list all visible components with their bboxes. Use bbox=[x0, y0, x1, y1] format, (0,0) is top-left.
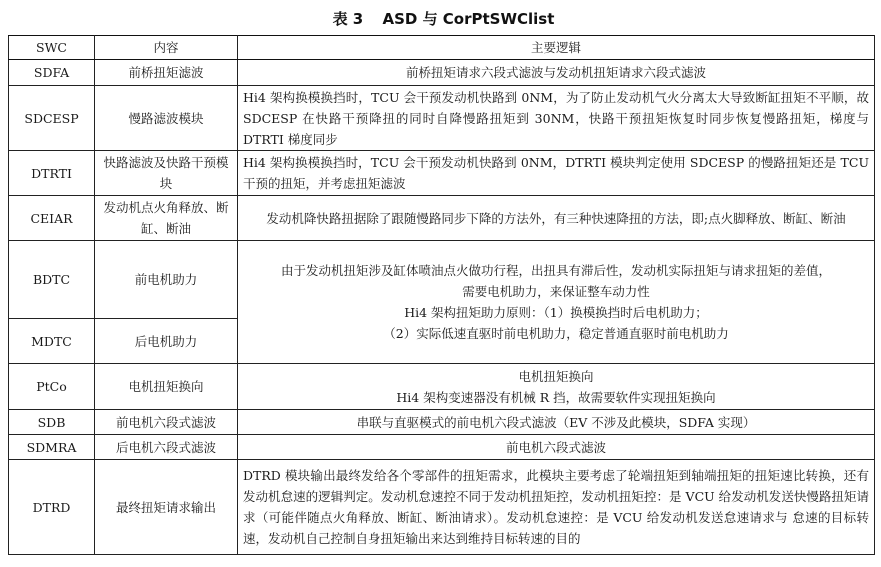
swc-cell: SDMRA bbox=[9, 435, 95, 460]
logic-cell: DTRD 模块输出最终发给各个零部件的扭矩需求，此模块主要考虑了轮端扭矩到轴端扭矩的扭矩速比转换，还有发动机怠速的逻辑判定。发动机怠速控不同于发动机扭矩控，发动机扭矩控：是 VCU 给发动机发送快慢路扭矩请求（可能伴随点火角释放、断缸、断油请求）。发动机怠速控：是 VCU 给发动机发送怠速请求与 怠速的目标转速，发动机自己控制自身扭矩输出来达到维持目标转速的目的 bbox=[238, 460, 875, 555]
logic-cell: Hi4 架构换模换挡时，TCU 会干预发动机快路到 0NM，为了防止发动机气火分离太大导致断缸扭矩不平顺，故 SDCESP 在快路干预降扭的同时自降慢路扭矩到 30NM，快路干预扭矩恢复时同步恢复慢路扭矩，梯度与 DTRTI 梯度同步 bbox=[238, 86, 875, 151]
logic-cell: 发动机降快路扭据除了跟随慢路同步下降的方法外，有三种快速降扭的方法，即;点火脚释放、断缸、断油 bbox=[238, 196, 875, 241]
asd-swc-table bbox=[8, 35, 875, 555]
table-row bbox=[9, 60, 875, 86]
table-row bbox=[9, 86, 875, 151]
logic-line: Hi4 架构变速器没有机械 R 挡，故需要软件实现扭矩换向 bbox=[396, 389, 716, 405]
column-header-content: 内容 bbox=[95, 36, 238, 60]
content-cell: 电机扭矩换向 bbox=[95, 364, 238, 410]
content-cell: 前电机助力 bbox=[95, 241, 238, 319]
table-caption-title: ASD 与 CorPtSWClist bbox=[382, 10, 555, 28]
logic-cell bbox=[238, 364, 875, 410]
table-header-row bbox=[9, 36, 875, 60]
logic-line: （2）实际低速直驱时前电机助力，稳定普通直驱时前电机助力 bbox=[383, 326, 729, 341]
content-cell: 发动机点火角释放、断缸、断油 bbox=[95, 196, 238, 241]
logic-cell: Hi4 架构换模换挡时，TCU 会干预发动机快路到 0NM，DTRTI 模块判定使用 SDCESP 的慢路扭矩还是 TCU 干预的扭矩，并考虑扭矩滤波 bbox=[238, 151, 875, 196]
table-caption-number: 表 3 bbox=[332, 10, 364, 28]
table-row bbox=[9, 460, 875, 555]
swc-cell: CEIAR bbox=[9, 196, 95, 241]
logic-line: 由于发动机扭矩涉及缸体喷油点火做功行程，出扭具有滞后性，发动机实际扭矩与请求扭矩的差值， bbox=[280, 263, 831, 278]
swc-cell: SDB bbox=[9, 410, 95, 435]
swc-cell: BDTC bbox=[9, 241, 95, 319]
table-row bbox=[9, 196, 875, 241]
content-cell: 后电机助力 bbox=[95, 319, 238, 364]
logic-line: 电机扭矩换向 bbox=[518, 368, 594, 384]
column-header-logic: 主要逻辑 bbox=[238, 36, 875, 60]
logic-line: 需要电机助力，来保证整车动力性 bbox=[462, 284, 650, 299]
table-row bbox=[9, 151, 875, 196]
content-cell: 前桥扭矩滤波 bbox=[95, 60, 238, 86]
swc-cell: MDTC bbox=[9, 319, 95, 364]
content-cell: 快路滤波及快路干预模块 bbox=[95, 151, 238, 196]
content-cell: 慢路滤波模块 bbox=[95, 86, 238, 151]
content-cell: 前电机六段式滤波 bbox=[95, 410, 238, 435]
swc-cell: DTRTI bbox=[9, 151, 95, 196]
table-caption bbox=[0, 8, 881, 30]
merged-logic-cell bbox=[238, 241, 875, 364]
swc-cell: SDCESP bbox=[9, 86, 95, 151]
table-row bbox=[9, 435, 875, 460]
logic-cell: 串联与直驱模式的前电机六段式滤波（EV 不涉及此模块，SDFA 实现） bbox=[238, 410, 875, 435]
table-row bbox=[9, 241, 875, 319]
table-row bbox=[9, 364, 875, 410]
logic-cell: 前电机六段式滤波 bbox=[238, 435, 875, 460]
logic-line: Hi4 架构扭矩助力原则：（1）换模换挡时后电机助力； bbox=[404, 305, 708, 320]
swc-cell: DTRD bbox=[9, 460, 95, 555]
column-header-swc: SWC bbox=[9, 36, 95, 60]
table-row bbox=[9, 410, 875, 435]
logic-cell: 前桥扭矩请求六段式滤波与发动机扭矩请求六段式滤波 bbox=[238, 60, 875, 86]
swc-cell: PtCo bbox=[9, 364, 95, 410]
content-cell: 最终扭矩请求输出 bbox=[95, 460, 238, 555]
swc-cell: SDFA bbox=[9, 60, 95, 86]
content-cell: 后电机六段式滤波 bbox=[95, 435, 238, 460]
